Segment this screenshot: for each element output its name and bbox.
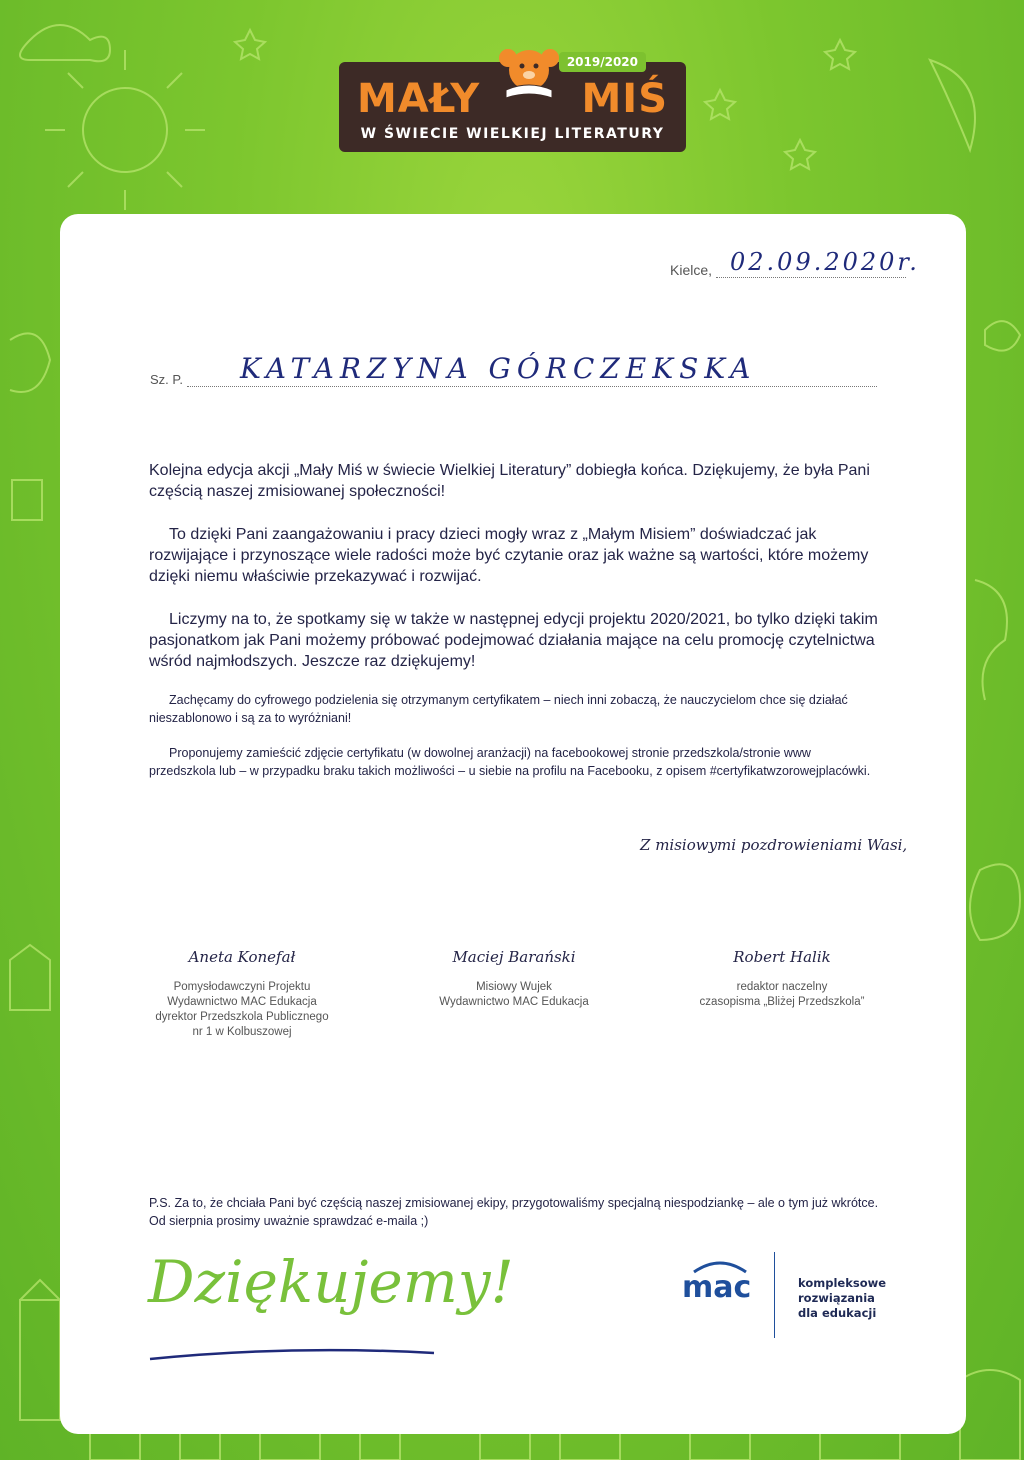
signature-3 [662,948,902,1010]
logo-subtitle: W ŚWIECIE WIELKIEJ LITERATURY [360,126,665,142]
logo-word-mis: MIŚ [581,76,668,122]
thanks-handwritten: Dziękujemy! [148,1248,514,1316]
place-label: Kielce, [670,262,713,278]
salutation-label: Sz. P. [150,372,184,387]
thanks-underline [148,1345,438,1365]
sun-doodle [83,88,167,172]
paragraph-4: Zachęcamy do cyfrowego podzielenia się otrzymanym certyfikatem – niech inni zobaczą, że nauczycielom chce się działać nieszablonowo i są za to wyróżniani! [149,693,848,725]
paragraph-3: Liczymy na to, że spotkamy się w także w następnej edycji projektu 2020/2021, bo tylko dzięki takim pasjonatkom jak Pani możemy próbować podejmować działania mające na celu promocję czytelnictwa wśród najmłodszych. Jeszcze raz dziękujemy! [149,611,878,670]
signature-role: Pomysłodawczyni Projektu Wydawnictwo MAC Edukacja dyrektor Przedszkola Publicznego nr 1 w Kolbuszowej [155,981,329,1038]
paragraph-1: Kolejna edycja akcji „Mały Miś w świecie Wielkiej Literatury” dobiegła końca. Dziękujemy, że była Pani częścią naszej zmisiowanej społeczności! [149,462,870,500]
signature-1 [122,948,362,1040]
logo-year-badge: 2019/2020 [559,52,646,72]
signature-name: Maciej Barański [452,948,576,966]
mac-tagline: kompleksowe rozwiązania dla edukacji [798,1276,887,1320]
closing-greeting: Z misiowymi pozdrowieniami Wasi, [640,836,908,854]
handwritten-date: 02.09.2020r. [730,248,920,276]
postscript: P.S. Za to, że chciała Pani być częścią naszej zmisiowanej ekipy, przygotowaliśmy specjalną niespodziankę – ale o tym już wkrótce. Od sierpnia prosimy uważnie sprawdzać e-maila ;) [149,1196,879,1228]
signature-name: Robert Halik [733,948,831,966]
signature-role: redaktor naczelny czasopisma „Bliżej Przedszkola” [699,981,865,1008]
bear-icon [494,44,564,104]
paragraph-5: Proponujemy zamieścić zdjęcie certyfikatu (w dowolnej aranżacji) na facebookowej stronie przedszkola/stronie www przedszkola lub – w przypadku braku takich możliwości – u siebie na profilu na Facebooku, z opisem #certyfikatwzorowejplacówki. [149,746,871,778]
signature-2 [394,948,634,1010]
logo-word-maly: MAŁY [357,76,481,122]
mac-logo-separator [774,1252,775,1338]
signature-name: Aneta Konefał [188,948,296,966]
signature-role: Misiowy Wujek Wydawnictwo MAC Edukacja [439,981,589,1008]
project-logo [339,55,686,152]
paragraph-2: To dzięki Pani zaangażowaniu i pracy dzieci mogły wraz z „Małym Misiem” doświadczać jak rozwijające i przynoszące wiele radości może być czytanie oraz jak ważne są wartości, które możemy dzięki niemu właściwie przekazywać i rozwijać. [149,526,869,585]
mac-logo-wordmark: mac [682,1270,752,1305]
handwritten-recipient-name: KATARZYNA GÓRCZEKSKA [240,352,757,385]
